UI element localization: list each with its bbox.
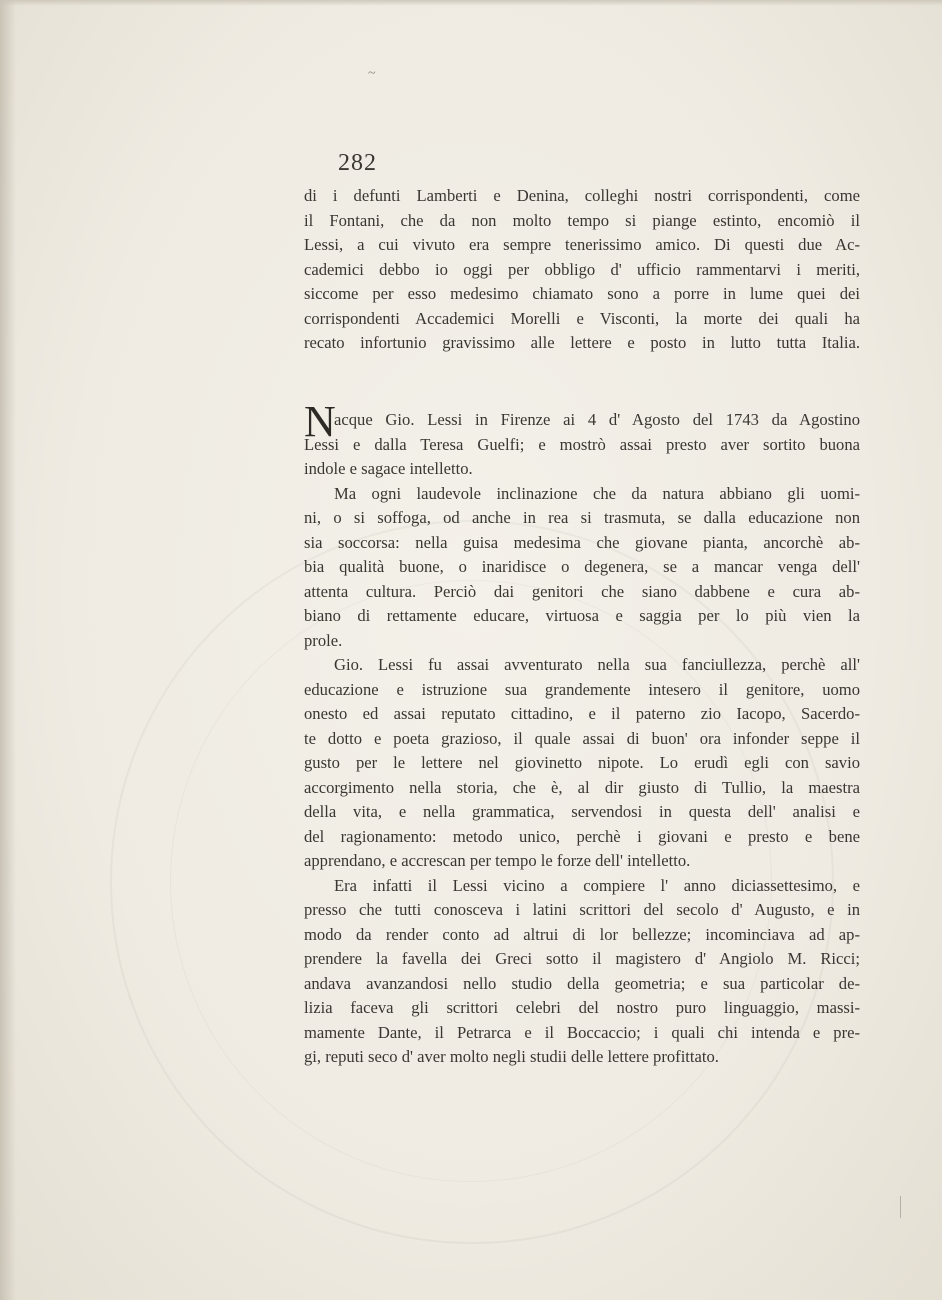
text-line: gusto per le lettere nel giovinetto nipote. Lo erudì egli con savio [304, 753, 860, 772]
page-number: 282 [338, 150, 377, 176]
text-line: modo da render conto ad altrui di lor bellezze; incominciava ad ap- [304, 924, 860, 944]
text-line: prole. [304, 630, 343, 650]
text-line: recato infortunio gravissimo alle lettere e posto in lutto tutta Italia. [304, 333, 860, 352]
text-line: gi, reputi seco d' aver molto negli studii delle lettere profittato. [304, 1047, 719, 1066]
text-line: Gio. Lessi fu assai avventurato nella sua fanciullezza, perchè all' [334, 655, 860, 674]
text-line: ni, o si soffoga, od anche in rea si trasmuta, se dalla educazione non [304, 508, 860, 527]
text-line: della vita, e nella grammatica, servendosi in questa dell' analisi e [304, 802, 860, 821]
text-line: bia qualità buone, o inaridisce o degenera, se a mancar venga dell' [304, 557, 860, 576]
text-line: siccome per esso medesimo chiamato sono a porre in lume quei dei [304, 284, 860, 303]
text-line: biano di rettamente educare, virtuosa e saggia per lo più vien la [304, 606, 860, 625]
text-line: te dotto e poeta grazioso, il quale assai di buon' ora infonder seppe il [304, 728, 860, 748]
text-line: mamente Dante, il Petrarca e il Boccaccio; i quali chi intenda e pre- [304, 1022, 860, 1042]
text-line: Era infatti il Lessi vicino a compiere l' anno diciassettesimo, e [334, 875, 860, 895]
text-line: del ragionamento: metodo unico, perchè i giovani e presto e bene [304, 826, 860, 846]
dropcap-letter: N [304, 397, 336, 446]
biography-text [304, 397, 860, 1070]
text-line: Lessi, a cui vivuto era sempre tenerissimo amico. Di questi due Ac- [304, 235, 860, 254]
page-top-edge [0, 0, 942, 6]
margin-mark [900, 1196, 901, 1218]
text-line: onesto ed assai reputato cittadino, e il paterno zio Iacopo, Sacerdo- [304, 704, 860, 723]
text-line: il Fontani, che da non molto tempo si piange estinto, encomiò il [304, 210, 860, 230]
text-line: Ma ogni laudevole inclinazione che da natura abbiano gli uomi- [334, 483, 860, 503]
text-line: cademici debbo io oggi per obbligo d' ufficio rammentarvi i meriti, [304, 259, 860, 279]
text-line: Lessi e dalla Teresa Guelfi; e mostrò assai presto aver sortito buona [304, 434, 860, 454]
text-line: attenta cultura. Perciò dai genitori che siano dabbene e cura ab- [304, 581, 860, 601]
text-line: acque Gio. Lessi in Firenze ai 4 d' Agosto del 1743 da Agostino [334, 410, 860, 429]
intro-paragraph [304, 184, 860, 356]
text-line: indole e sagace intelletto. [304, 459, 473, 478]
text-line: presso che tutti conosceva i latini scrittori del secolo d' Augusto, e in [304, 900, 860, 919]
text-line: andava avanzandosi nello studio della geometria; e sua particolar de- [304, 973, 860, 993]
text-line: corrispondenti Accademici Morelli e Visconti, la morte dei quali ha [304, 308, 860, 328]
text-line: lizia faceva gli scrittori celebri del nostro puro linguaggio, massi- [304, 998, 860, 1017]
text-line: apprendano, e accrescan per tempo le forze dell' intelletto. [304, 851, 691, 870]
text-line: sia soccorsa: nella guisa medesima che giovane pianta, ancorchè ab- [304, 532, 860, 552]
text-line: educazione e istruzione sua grandemente intesero il genitore, uomo [304, 679, 860, 699]
text-line: di i defunti Lamberti e Denina, colleghi nostri corrispondenti, come [304, 186, 860, 205]
text-line: accorgimento nella storia, che è, al dir giusto di Tullio, la maestra [304, 777, 860, 797]
top-ink-mark: ~ [368, 66, 376, 81]
page-binding-shadow [0, 0, 16, 1300]
text-line: prendere la favella dei Greci sotto il magistero d' Angiolo M. Ricci; [304, 949, 860, 968]
